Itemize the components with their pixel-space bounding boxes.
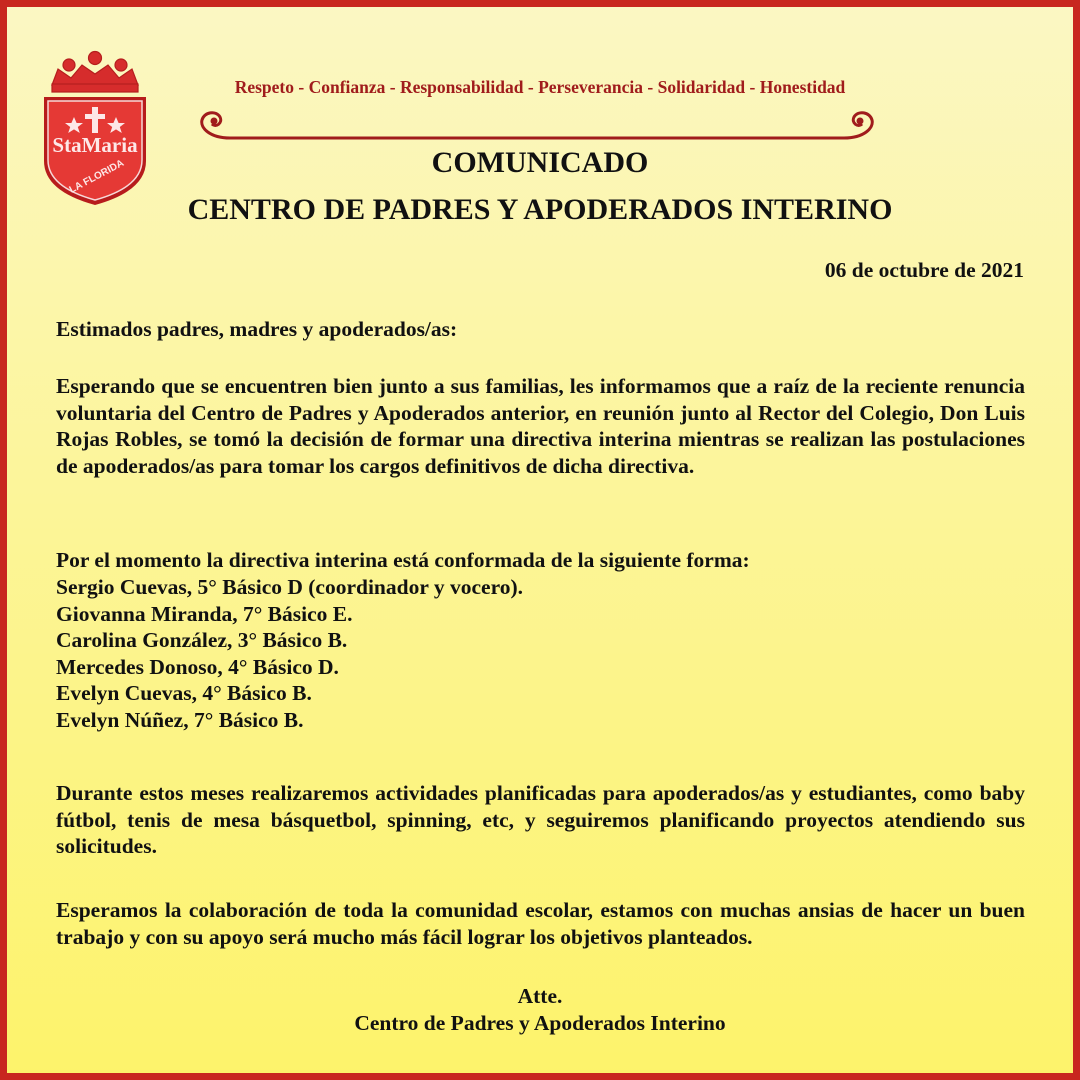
document-title [0,139,1080,233]
svg-text:LA FLORIDA: LA FLORIDA [67,157,126,196]
document-date: 06 de octubre de 2021 [824,258,1024,282]
paragraph-intro: Esperando que se encuentren bien junto a sus familias, les informamos que a raíz de la reciente renuncia voluntaria del Centro de Padres y Apoderados anterior, en reunión junto al Rector del Colegio, Don Luis Rojas Robles, se tomó la decisión de formar una directiva interina mientras se realizan las postulaciones de apoderados/as para tomar los cargos definitivos de dicha directiva. [56,374,1025,478]
title-line-2: CENTRO DE PADRES Y APODERADOS INTERINO [187,193,893,226]
list-item: Evelyn Núñez, 7° Básico B. [56,707,304,732]
svg-text:StaMaria: StaMaria [52,133,138,157]
member-list [56,574,1025,733]
list-item: Evelyn Cuevas, 4° Básico B. [56,681,312,705]
list-item: Sergio Cuevas, 5° Básico D (coordinador y vocero). [56,575,524,599]
list-item: Giovanna Miranda, 7° Básico E. [56,601,353,626]
signature-block [0,983,1080,1037]
greeting: Estimados padres, madres y apoderados/as: [56,317,458,341]
list-item: Mercedes Donoso, 4° Básico D. [56,654,339,679]
paragraph-members-intro: Por el momento la directiva interina está conformada de la siguiente forma: [56,548,750,572]
paragraph-closing: Esperamos la colaboración de toda la comunidad escolar, estamos con muchas ansias de hacer un buen trabajo y con su apoyo será mucho más fácil lograr los objetivos planteados. [56,898,1025,949]
signoff-atte: Atte. [517,984,563,1008]
school-values-tagline: Respeto - Confianza - Responsabilidad - Perseverancia - Solidaridad - Honestidad [234,77,846,97]
paragraph-activities: Durante estos meses realizaremos actividades planificadas para apoderados/as y estudiantes, como baby fútbol, tenis de mesa básquetbol, spinning, etc, y seguiremos planificando proyectos atendiendo sus solicitudes. [56,781,1025,858]
list-item: Carolina González, 3° Básico B. [56,628,348,652]
title-line-1: COMUNICADO [431,146,649,179]
signoff-organization: Centro de Padres y Apoderados Interino [354,1011,726,1035]
